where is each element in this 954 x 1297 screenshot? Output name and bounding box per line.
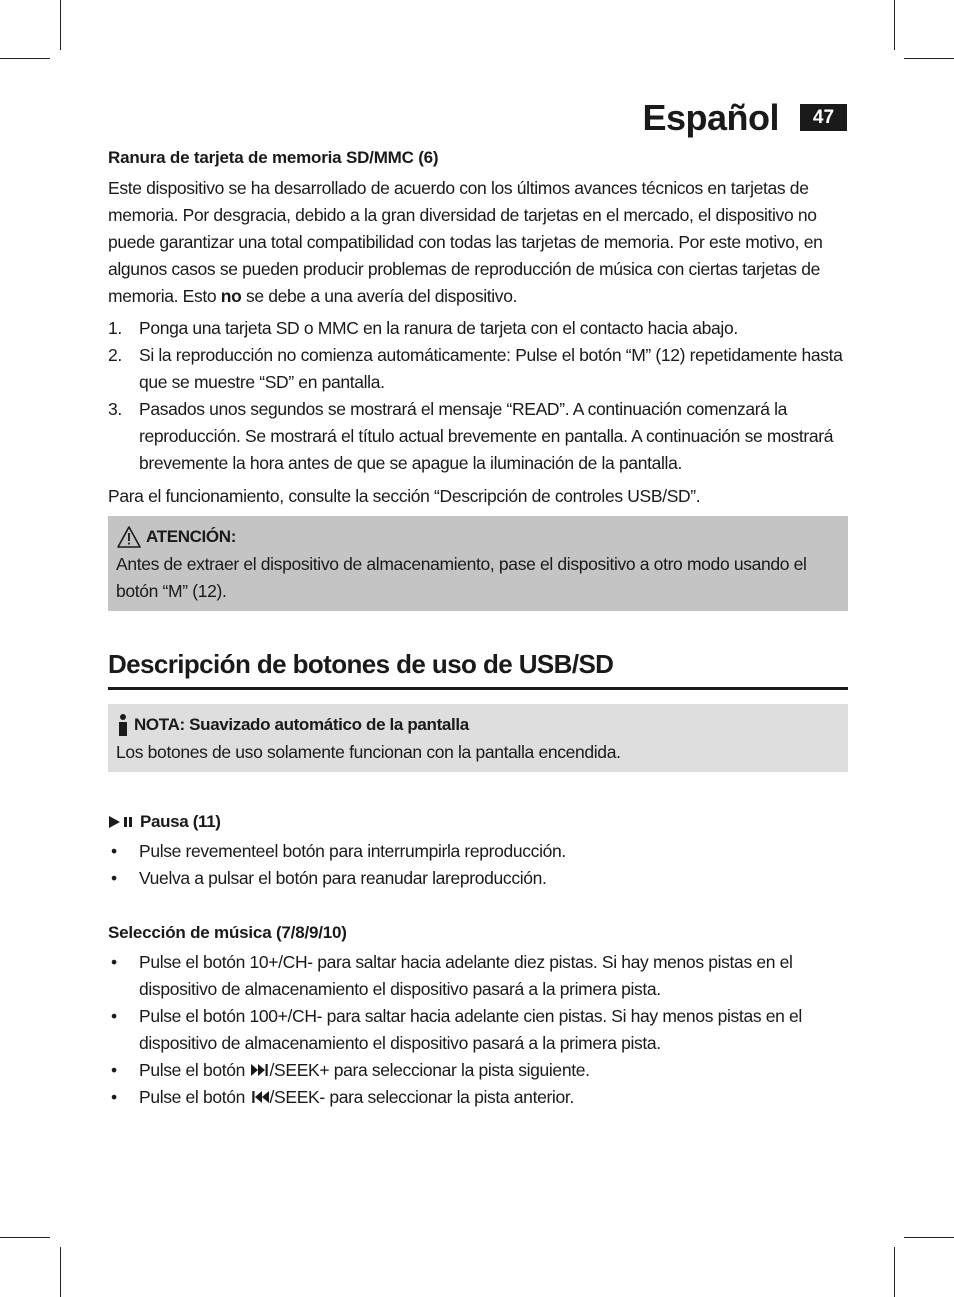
- list-item: • Pulse el botón 100+/CH- para saltar hacia adelante cien pistas. Si hay menos pistas en el dispositivo de almacenamiento el dispositivo pasará a la primera pista.: [111, 1006, 802, 1053]
- previous-track-icon: [250, 1089, 270, 1105]
- next-track-icon: [250, 1062, 270, 1078]
- info-icon: [116, 713, 130, 737]
- crop-mark: [894, 0, 895, 50]
- warning-title: ATENCIÓN:: [146, 527, 237, 546]
- list-item: • Pulse revementeel botón para interrumpirla reproducción.: [111, 841, 566, 861]
- list-item: • Vuelva a pulsar el botón para reanudar lareproducción.: [111, 868, 547, 888]
- crop-mark: [60, 0, 61, 50]
- page-content: [108, 144, 848, 1111]
- pause-list: [108, 838, 848, 892]
- list-item: 1. Ponga una tarjeta SD o MMC en la ranura de tarjeta con el contacto hacia abajo.: [108, 318, 738, 338]
- page-number: 47: [800, 104, 847, 131]
- list-item: 2. Si la reproducción no comienza automáticamente: Pulse el botón “M” (12) repetidamente hasta que se muestre “SD” en pantalla.: [108, 345, 843, 392]
- crop-mark: [894, 1247, 895, 1297]
- sd-section-heading: Ranura de tarjeta de memoria SD/MMC (6): [108, 148, 439, 167]
- page-title: Español: [642, 97, 779, 138]
- note-text: Los botones de uso solamente funcionan con la pantalla encendida.: [116, 742, 621, 762]
- warning-box: [108, 516, 848, 611]
- crop-mark: [0, 1237, 50, 1238]
- music-list: [108, 949, 848, 1111]
- warning-text: Antes de extraer el dispositivo de almacenamiento, pase el dispositivo a otro modo usando el botón “M” (12).: [116, 554, 807, 601]
- list-item: • Pulse el botón 10+/CH- para saltar hacia adelante diez pistas. Si hay menos pistas en el dispositivo de almacenamiento el dispositivo pasará a la primera pista.: [111, 952, 793, 999]
- note-box: [108, 704, 848, 772]
- crop-mark: [60, 1247, 61, 1297]
- sd-intro-paragraph: Este dispositivo se ha desarrollado de acuerdo con los últimos avances técnicos en tarjetas de memoria. Por desgracia, debido a la gran diversidad de tarjetas en el mercado, el dispositivo no puede garantizar una total compatibilidad con todas las tarjetas de memoria. Por este motivo, en algunos casos se pueden producir problemas de reproducción de música con ciertas tarjetas de memoria. Esto no se debe a una avería del dispositivo.: [108, 178, 823, 306]
- crop-mark: [904, 1237, 954, 1238]
- list-item: • Pulse el botón /SEEK- para seleccionar la pista anterior.: [111, 1087, 574, 1107]
- note-title: NOTA: Suavizado automático de la pantalla: [134, 715, 469, 734]
- warning-triangle-icon: [116, 525, 142, 549]
- sd-steps-list: [108, 315, 848, 477]
- pause-heading: Pausa (11): [108, 808, 848, 836]
- sd-footer-paragraph: Para el funcionamiento, consulte la sección “Descripción de controles USB/SD”.: [108, 486, 701, 506]
- section-title: Descripción de botones de uso de USB/SD: [108, 647, 848, 690]
- emphasis-no: no: [220, 286, 242, 306]
- list-item: 3. Pasados unos segundos se mostrará el mensaje “READ”. A continuación comenzará la reproducción. Se mostrará el título actual brevemente en pantalla. A continuación se mostrará brevemente la hora antes de que se apague la iluminación de la pantalla.: [108, 399, 834, 473]
- play-pause-icon: [108, 815, 136, 829]
- crop-mark: [0, 58, 50, 59]
- list-item: • Pulse el botón /SEEK+ para seleccionar la pista siguiente.: [111, 1060, 590, 1080]
- crop-mark: [904, 58, 954, 59]
- music-heading: Selección de música (7/8/9/10): [108, 923, 347, 942]
